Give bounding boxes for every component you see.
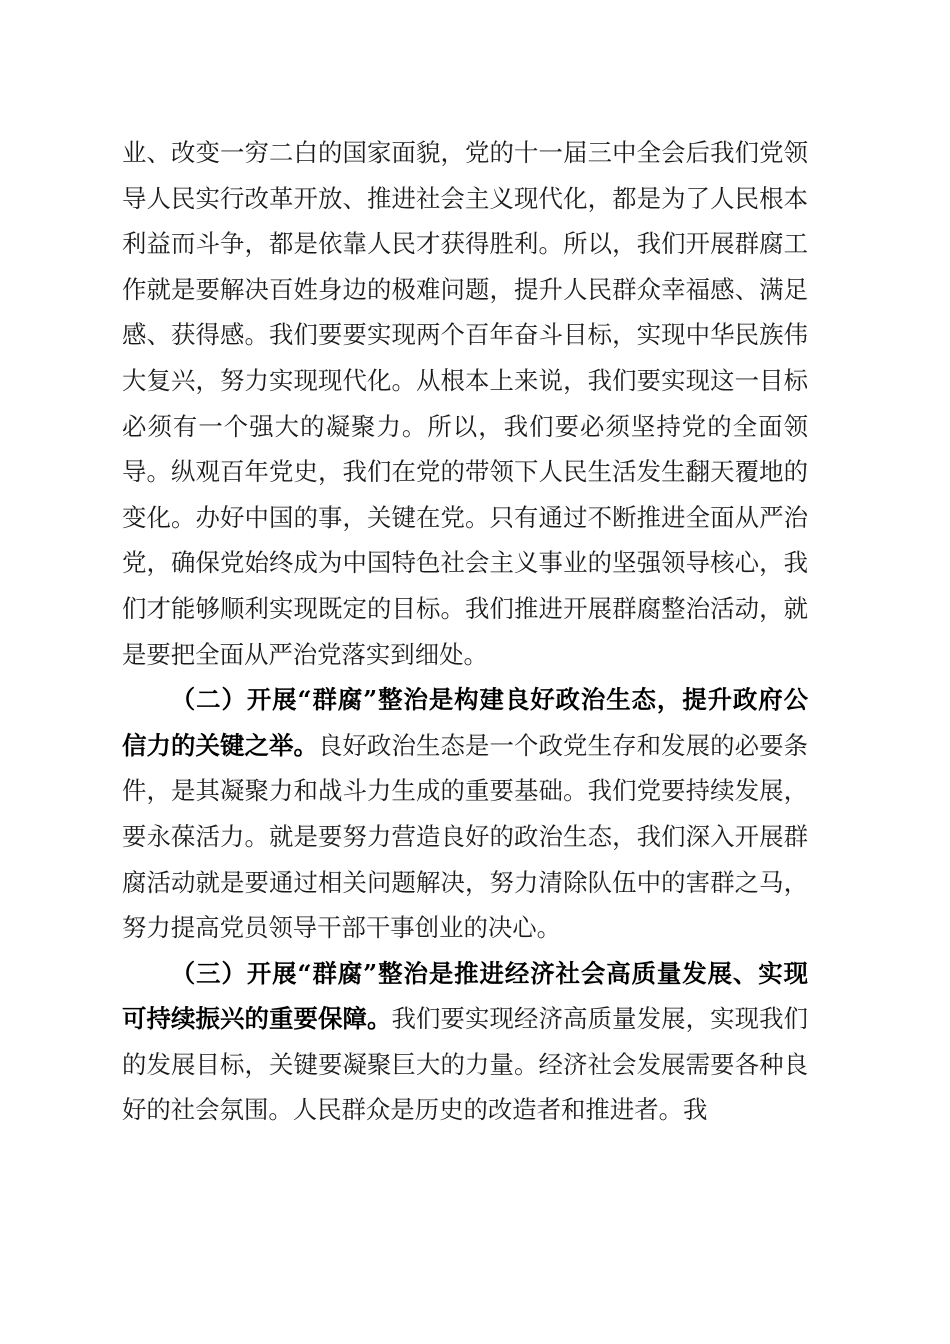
section-2-paragraph	[122, 677, 808, 951]
section-2-body: 良好政治生态是一个政党生存和发展的必要条件，是其凝聚力和战斗力生成的重要基础。我们党要持续发展，要永葆活力。就是要努力营造良好的政治生态，我们深入开展群腐活动就是要通过相关问题解决，努力清除队伍中的害群之马，努力提高党员领导干部干事创业的决心。	[122, 730, 808, 943]
document-body	[122, 130, 808, 1133]
section-3-paragraph	[122, 951, 808, 1133]
section-2-heading: （二）开展“群腐”整治是构建良好政治生态，提升政府公信力的关键之举。	[122, 685, 808, 760]
paragraph-continued: 业、改变一穷二白的国家面貌，党的十一届三中全会后我们党领导人民实行改革开放、推进社会主义现代化，都是为了人民根本利益而斗争，都是依靠人民才获得胜利。所以，我们开展群腐工作就是要解决百姓身边的极难问题，提升人民群众幸福感、满足感、获得感。我们要要实现两个百年奋斗目标，实现中华民族伟大复兴，努力实现现代化。从根本上来说，我们要实现这一目标必须有一个强大的凝聚力。所以，我们要必须坚持党的全面领导。纵观百年党史，我们在党的带领下人民生活发生翻天覆地的变化。办好中国的事，关键在党。只有通过不断推进全面从严治党，确保党始终成为中国特色社会主义事业的坚强领导核心，我们才能够顺利实现既定的目标。我们推进开展群腐整治活动，就是要把全面从严治党落实到细处。	[122, 138, 808, 669]
section-3-body: 我们要实现经济高质量发展，实现我们的发展目标，关键要凝聚巨大的力量。经济社会发展需要各种良好的社会氛围。人民群众是历史的改造者和推进者。我	[122, 1004, 808, 1125]
section-3-heading: （三）开展“群腐”整治是推进经济社会高质量发展、实现可持续振兴的重要保障。	[122, 958, 808, 1034]
